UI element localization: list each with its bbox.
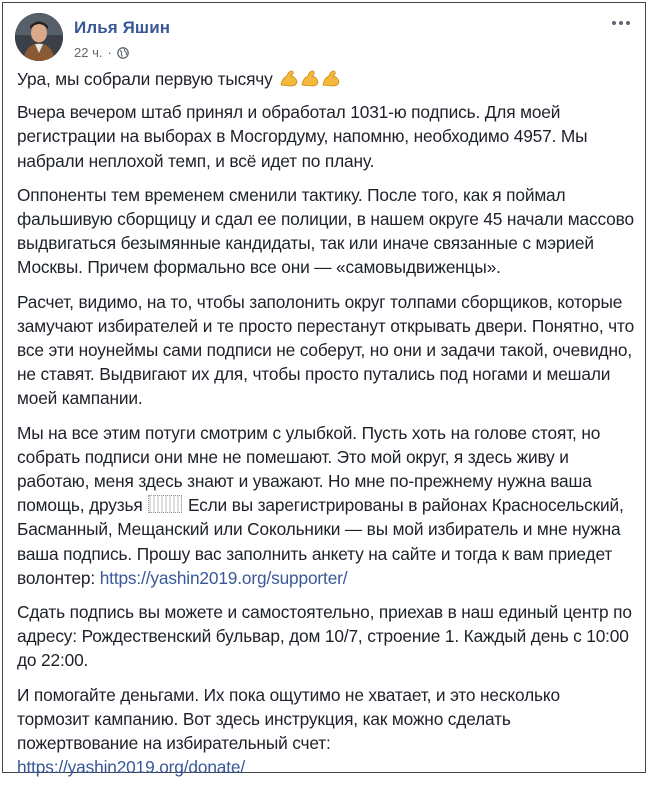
flexed-biceps-emoji	[279, 68, 343, 88]
post-header	[15, 13, 633, 69]
post-paragraph-4: Расчет, видимо, на то, чтобы заполонить округ толпами сборщиков, которые замучают избирателей и те просто перестанут открывать двери. Понятно, что все эти ноунеймы сами подписи не соберут, но они и задачи такой, очевидно, не ставят. Выдвигают их для, чтобы просто путались под ногами и мешали моей кампании.	[17, 291, 635, 409]
facebook-post	[2, 2, 646, 778]
post-body	[17, 67, 635, 789]
post-paragraph-5	[17, 421, 635, 590]
post-paragraph-1	[17, 67, 635, 91]
post-paragraph-7	[17, 683, 635, 780]
donate-link[interactable]: https://yashin2019.org/donate/	[17, 757, 246, 778]
emoji-placeholder-icon	[148, 495, 182, 513]
paragraph-text: Ура, мы собрали первую тысячу	[17, 69, 273, 89]
author-avatar[interactable]	[15, 13, 63, 61]
paragraph-text-part-a: Мы на все этим потуги смотрим с улыбкой. Пусть хоть на голове стоят, но собрать подписи они мне не помешают. Это мой округ, я здесь живу и работаю, меня здесь знают и уважают. Но мне по-прежнему нужна ваша помощь, друзья	[17, 422, 601, 516]
paragraph-text-part-b: Если вы зарегистрированы в районах Красносельский, Басманный, Мещанский или Сокольники — вы мой избиратель и мне нужна ваша подпись. Прошу вас заполнить анкету на сайте и тогда к вам приедет волонтер:	[17, 495, 624, 588]
meta-separator: ·	[107, 45, 112, 60]
post-paragraph-3: Оппоненты тем временем сменили тактику. После того, как я поймал фальшивую сборщицу и сдал ее полиции, в нашем округе 45 начали массово выдвигаться безымянные кандидаты, так или иначе связанные с мэрией Москвы. Причем формально все они — «самовыдвиженцы».	[17, 184, 634, 278]
author-name-link[interactable]: Илья Яшин	[74, 18, 171, 37]
supporter-link[interactable]: https://yashin2019.org/supporter/	[99, 567, 348, 588]
post-timestamp[interactable]: 22 ч.	[74, 45, 103, 60]
post-paragraph-2: Вчера вечером штаб принял и обработал 1031-ю подпись. Для моей регистрации на выборах в Мосгордуму, напомню, необходимо 4957. Мы набрали неплохой темп, и всё идет по плану.	[17, 102, 588, 171]
globe-icon[interactable]	[117, 47, 129, 59]
more-horizontal-icon[interactable]	[609, 16, 633, 30]
paragraph-text: И помогайте деньгами. Их пока ощутимо не хватает, и это несколько тормозит кампанию. Вот здесь инструкция, как можно сделать пожертвование на избирательный счет:	[17, 684, 560, 754]
avatar-photo-icon	[15, 13, 63, 61]
post-meta	[74, 45, 129, 60]
post-paragraph-6: Сдать подпись вы можете и самостоятельно, приехав в наш единый центр по адресу: Рождественский бульвар, дом 10/7, строение 1. Каждый день с 10:00 до 22:00.	[17, 602, 632, 671]
